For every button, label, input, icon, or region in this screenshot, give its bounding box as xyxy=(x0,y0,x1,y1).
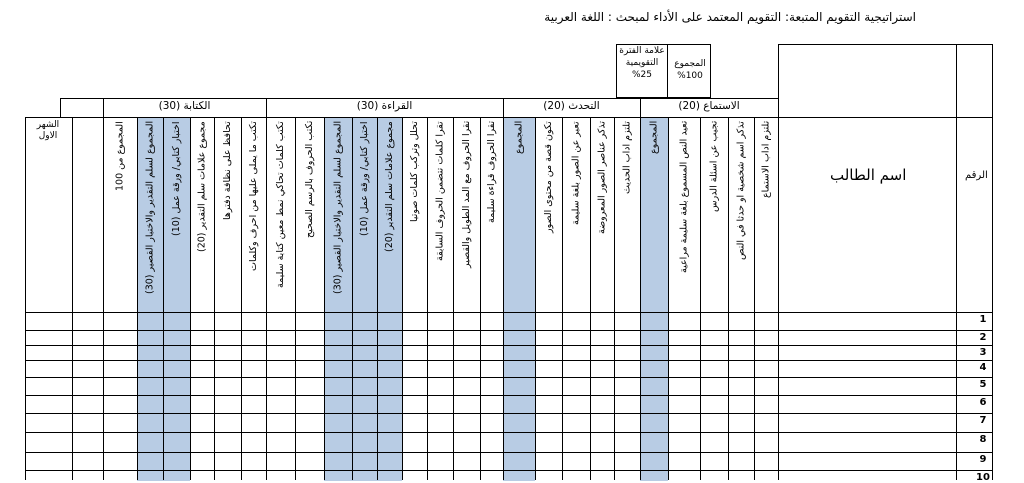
row-number: 3 xyxy=(979,347,987,358)
column-header: اختبار كتابي/ ورقة عمل (10) xyxy=(171,121,182,236)
group-label-writing: الكتابة (30) xyxy=(158,100,211,112)
column-header: تحافظ على نظافة دفترها xyxy=(222,121,233,220)
column-header: المجموع xyxy=(513,121,525,155)
row-number: 4 xyxy=(979,362,987,373)
row-line xyxy=(25,395,992,396)
row-number: 1 xyxy=(979,314,987,325)
column-header: تكتب الحروف بالرسم الصحيح xyxy=(304,121,315,239)
row-number: 6 xyxy=(979,397,987,408)
row-number-label: الرقم xyxy=(965,170,988,181)
column-divider xyxy=(778,117,779,480)
row-number: 10 xyxy=(976,472,990,483)
row-line xyxy=(25,470,992,471)
number-col-line xyxy=(956,44,957,480)
row-line xyxy=(25,432,992,433)
column-header: اختبار كتابي/ ورقة عمل (10) xyxy=(359,121,370,236)
column-header: تقرا كلمات تتضمن الحروف السابقة xyxy=(434,121,446,261)
row-line xyxy=(25,345,992,346)
column-header: تكتب كلمات تحاكي نمط معين كتابة سليمة xyxy=(275,121,286,288)
group-label-reading: القراءة (30) xyxy=(356,100,413,112)
student-name-label: اسم الطالب xyxy=(830,166,907,184)
row-number: 9 xyxy=(979,454,987,465)
page-title: استراتيجية التقويم المتبعة: التقويم المعتمد على الأداء لمبحث : اللغة العربية xyxy=(544,10,916,24)
table-right-line xyxy=(992,44,993,480)
column-divider xyxy=(25,117,26,480)
column-header: تعبر عن الصور بلغة سليمة xyxy=(570,121,582,225)
column-divider xyxy=(72,117,73,480)
header-top-line xyxy=(778,44,992,45)
first-month-label: الشهر الاول xyxy=(36,120,60,141)
group-label-speaking: التحدث (20) xyxy=(543,100,600,112)
row-number: 7 xyxy=(979,415,987,426)
column-header: تذكر اسم شخصية او حدثا في النص xyxy=(735,121,747,260)
column-header: تلتزم اداب الاستماع xyxy=(760,121,772,199)
group-band-top xyxy=(60,98,778,99)
row-number: 2 xyxy=(979,332,987,343)
row-number: 5 xyxy=(979,379,987,390)
group-label-listening: الاستماع (20) xyxy=(678,100,740,112)
term-mark-label: علامة الفترة التقويمية 25% xyxy=(619,46,665,80)
column-header: المجموع لسلم التقدير والاختبار القصير (30) xyxy=(332,121,344,295)
column-header: المجموع لسلم التقدير والاختبار القصير (30) xyxy=(144,121,156,295)
column-header: المجموع من 100 xyxy=(114,121,126,191)
column-header: المجموع xyxy=(648,121,660,155)
column-header: تقرا الحروف قراءة سليمة xyxy=(486,121,497,224)
column-header: تحلل وتركب كلمات صوتيا xyxy=(409,121,420,222)
column-header: تقرا الحروف مع المد الطويل والقصير xyxy=(461,121,472,269)
column-header: تذكر عناصر الصور المعروضة xyxy=(596,121,608,235)
column-header: تجيب عن اسئلة الدرس xyxy=(708,121,720,213)
column-header: مجموع علامات سلم التقدير (20) xyxy=(196,121,208,252)
total-label: المجموع 100% xyxy=(674,59,706,81)
row-line xyxy=(25,360,992,361)
column-header: تكون قصة من محتوى الصور xyxy=(543,121,554,233)
row-line xyxy=(25,413,992,414)
header-bottom-line xyxy=(25,312,992,313)
column-header: تلتزم اداب الحديث xyxy=(621,121,633,194)
row-line xyxy=(25,452,992,453)
group-band-left xyxy=(60,98,61,117)
column-header: مجموع علامات سلم التقدير (20) xyxy=(384,121,395,252)
column-header: تكتب ما يملى عليها من احرف وكلمات xyxy=(248,121,259,271)
row-line xyxy=(25,330,992,331)
row-line xyxy=(25,377,992,378)
row-number: 8 xyxy=(979,434,987,445)
column-header: تعيد النص المسموع بلغة سليمة مراعية xyxy=(678,121,690,274)
